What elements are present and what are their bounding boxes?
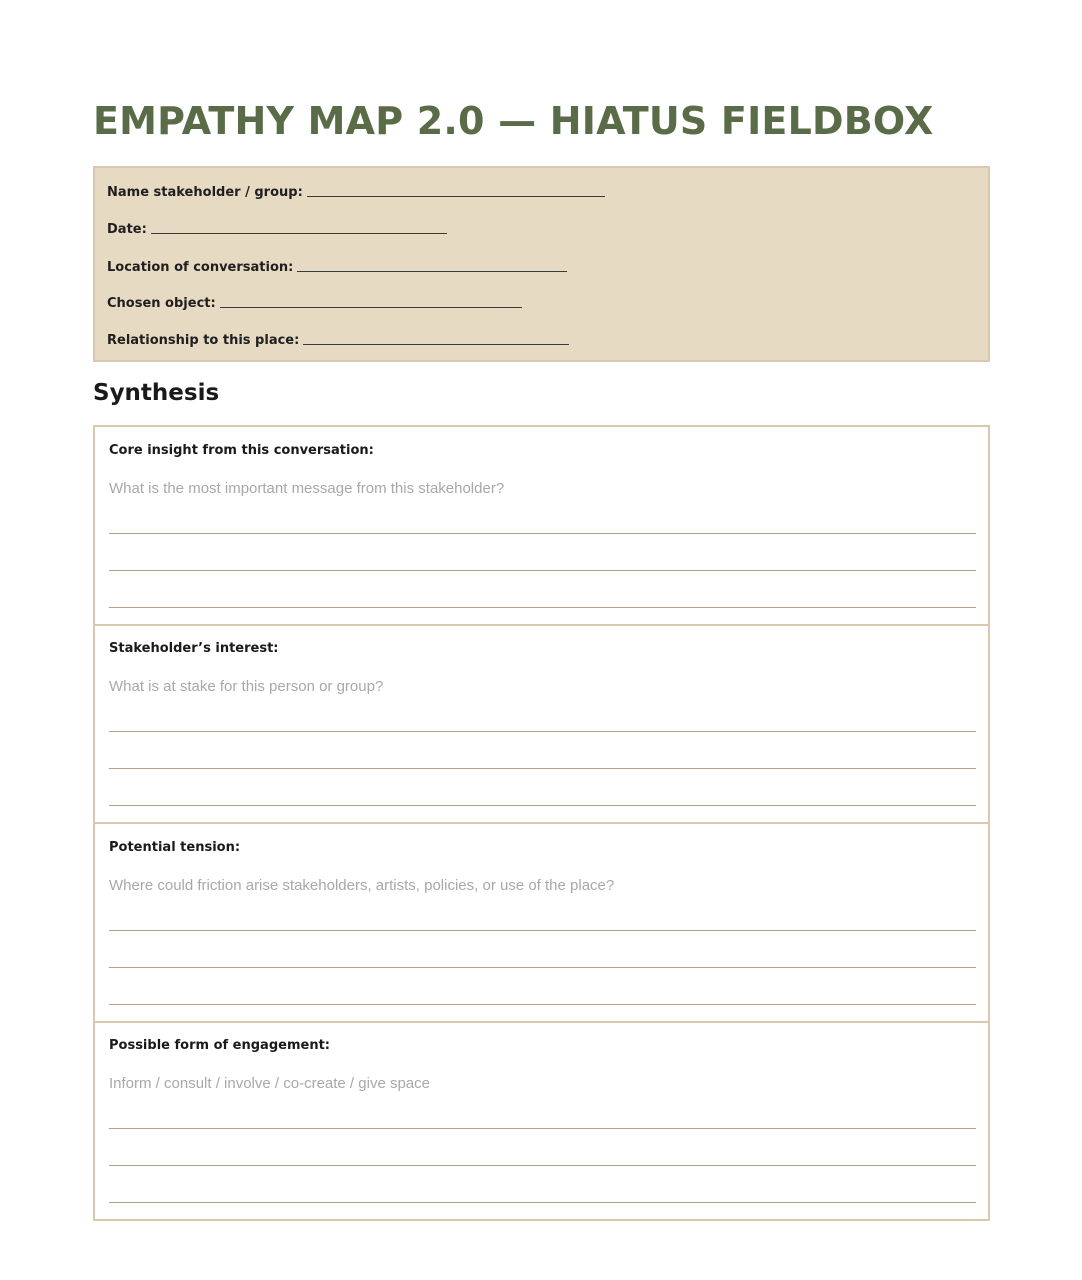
relationship-fill-line[interactable] xyxy=(303,344,569,345)
write-line[interactable] xyxy=(109,570,976,571)
block-label: Possible form of engagement: xyxy=(109,1038,330,1053)
write-line[interactable] xyxy=(109,533,976,534)
page-title: EMPATHY MAP 2.0 — HIATUS FIELDBOX xyxy=(93,99,934,143)
info-row-date xyxy=(107,217,447,237)
synthesis-box xyxy=(93,425,990,1221)
write-line[interactable] xyxy=(109,1202,976,1203)
write-line[interactable] xyxy=(109,607,976,608)
info-row-stakeholder xyxy=(107,180,605,200)
info-row-location xyxy=(107,255,567,275)
block-label: Core insight from this conversation: xyxy=(109,443,374,458)
block-label: Potential tension: xyxy=(109,840,241,855)
stakeholder-info-box xyxy=(93,166,990,362)
info-label: Location of conversation: xyxy=(107,260,294,275)
block-hint: Inform / consult / involve / co-create / give space xyxy=(109,1075,430,1092)
write-line[interactable] xyxy=(109,731,976,732)
write-line[interactable] xyxy=(109,768,976,769)
date-fill-line[interactable] xyxy=(151,233,447,234)
synthesis-heading: Synthesis xyxy=(93,380,220,406)
info-label: Chosen object: xyxy=(107,296,216,311)
write-line[interactable] xyxy=(109,1128,976,1129)
block-engagement-form xyxy=(95,1022,988,1221)
write-line[interactable] xyxy=(109,967,976,968)
write-line[interactable] xyxy=(109,1004,976,1005)
object-fill-line[interactable] xyxy=(220,307,522,308)
write-line[interactable] xyxy=(109,805,976,806)
write-line[interactable] xyxy=(109,930,976,931)
write-line[interactable] xyxy=(109,1165,976,1166)
block-label: Stakeholder’s interest: xyxy=(109,641,279,656)
info-row-object xyxy=(107,291,522,311)
info-label: Name stakeholder / group: xyxy=(107,185,303,200)
block-hint: What is the most important message from this stakeholder? xyxy=(109,480,505,497)
info-label: Relationship to this place: xyxy=(107,333,300,348)
block-hint: Where could friction arise stakeholders, artists, policies, or use of the place? xyxy=(109,877,615,894)
block-stakeholder-interest xyxy=(95,625,988,824)
block-potential-tension xyxy=(95,824,988,1023)
block-hint: What is at stake for this person or group? xyxy=(109,678,384,695)
block-core-insight xyxy=(95,427,988,626)
info-label: Date: xyxy=(107,222,147,237)
location-fill-line[interactable] xyxy=(297,271,567,272)
info-row-relationship xyxy=(107,328,569,348)
stakeholder-fill-line[interactable] xyxy=(307,196,605,197)
